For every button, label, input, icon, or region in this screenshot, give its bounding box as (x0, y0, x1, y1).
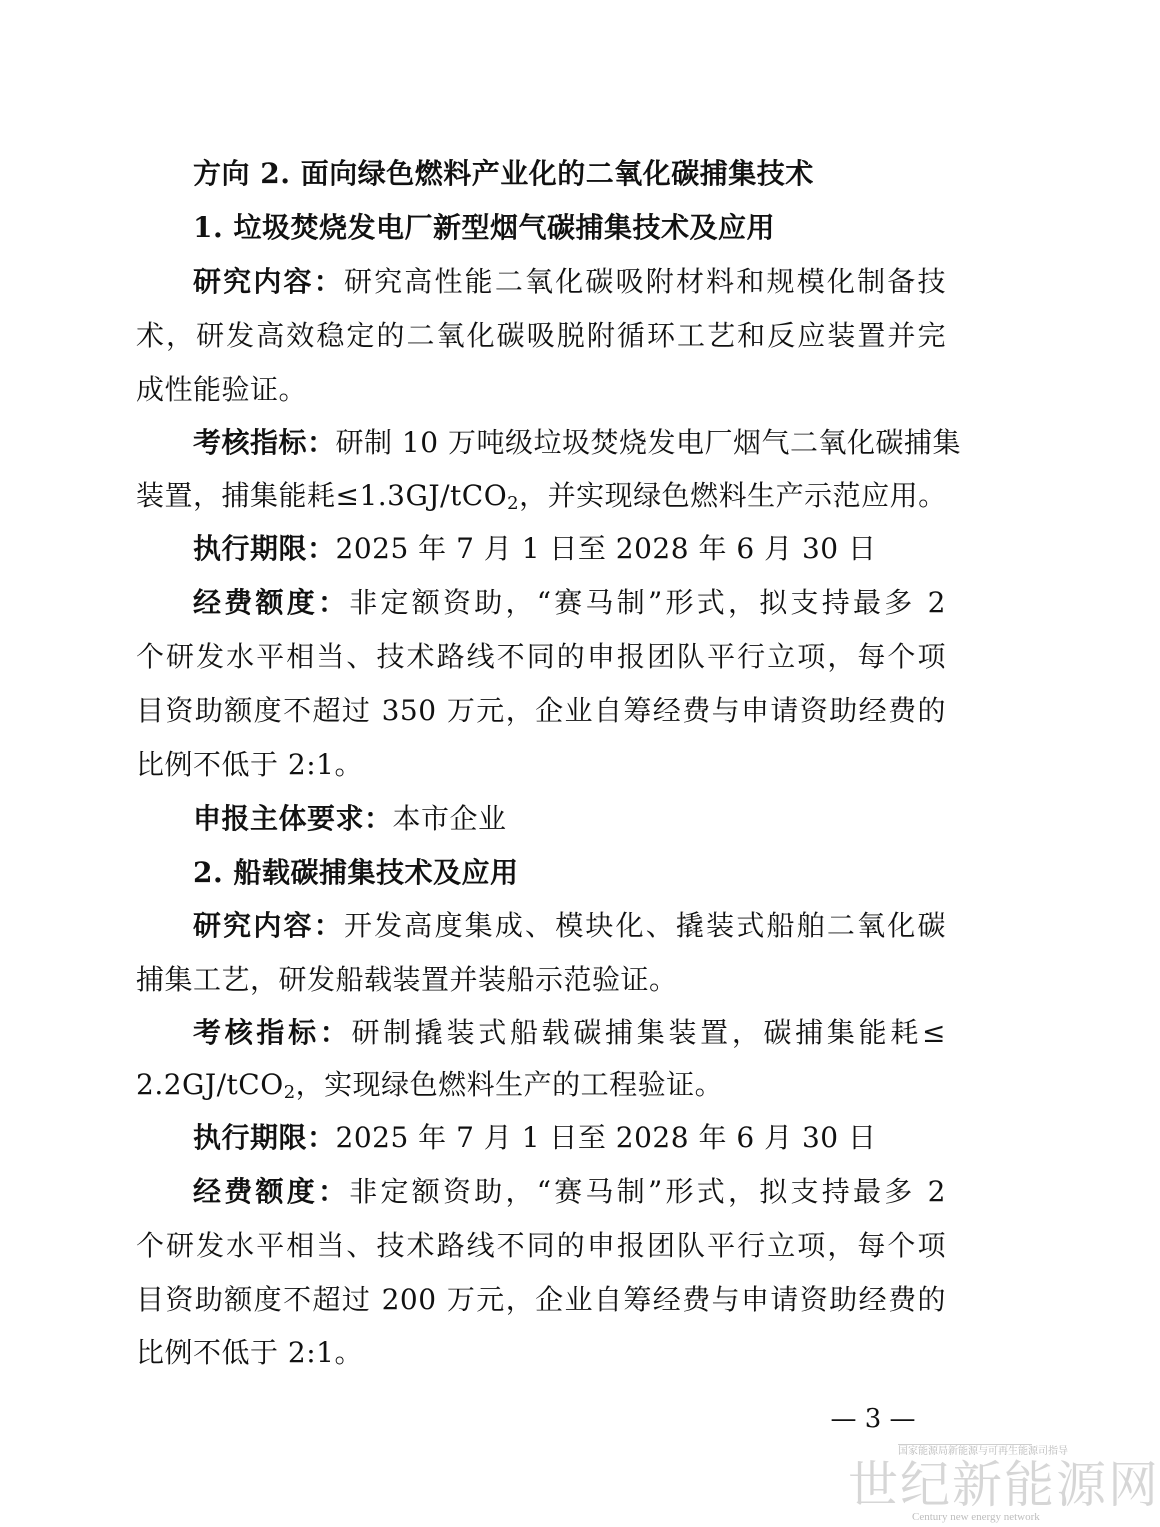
project-2-funding-line-1 (193, 1176, 946, 1208)
section-heading: 方向 2. 面向绿色燃料产业化的二氧化碳捕集技术 (193, 157, 814, 190)
page-number: — 3 — (830, 1404, 916, 1434)
research-label: 研究内容： (193, 265, 344, 298)
period-label: 执行期限： (193, 532, 336, 565)
subscript: 2 (507, 493, 520, 514)
project-2-period (193, 1122, 946, 1154)
project-1-funding-line-3: 目资助额度不超过 350 万元，企业自筹经费与申请资助经费的 (136, 694, 946, 727)
project-2-assessment-line-1 (193, 1017, 946, 1049)
funding-text: 非定额资助，“赛马制”形式，拟支持最多 2 (349, 586, 946, 619)
period-label: 执行期限： (193, 1121, 336, 1154)
watermark-subtitle: 国家能源局新能源与可再生能源司指导 (898, 1446, 1068, 1457)
watermark-logo: 世纪新能源网 (848, 1456, 1160, 1514)
project-1-funding-line-1 (193, 587, 946, 619)
funding-label: 经费额度： (193, 1175, 350, 1208)
project-1-title: 1. 垃圾焚烧发电厂新型烟气碳捕集技术及应用 (193, 211, 775, 244)
research-label: 研究内容： (193, 909, 344, 942)
project-1-research-line-2: 术，研发高效稳定的二氧化碳吸脱附循环工艺和反应装置并完 (136, 319, 946, 352)
research-text: 开发高度集成、模块化、撬装式船舶二氧化碳 (343, 909, 946, 942)
project-1-assessment-line-1 (193, 426, 961, 459)
subscript: 2 (283, 1082, 296, 1103)
project-2-funding-line-2: 个研发水平相当、技术路线不同的申报团队平行立项，每个项 (136, 1229, 946, 1262)
project-1-research-line-1 (193, 266, 946, 298)
watermark-english: Century new energy network (912, 1511, 1040, 1523)
project-2-title: 2. 船载碳捕集技术及应用 (193, 856, 519, 889)
assessment-text: ，并实现绿色燃料生产示范应用。 (519, 479, 947, 512)
watermark-divider (898, 1444, 1032, 1445)
project-1-period (193, 533, 946, 565)
project-2-funding-line-4: 比例不低于 2:1。 (136, 1336, 363, 1369)
project-2-research-line-2: 捕集工艺，研发船载装置并装船示范验证。 (136, 963, 678, 996)
assessment-text: 研制 10 万吨级垃圾焚烧发电厂烟气二氧化碳捕集 (335, 426, 961, 459)
assessment-text: 装置，捕集能耗≤1.3GJ/tCO (136, 479, 508, 512)
project-2-research-line-1 (193, 910, 946, 942)
applicant-label: 申报主体要求： (193, 802, 393, 835)
period-value: 2025 年 7 月 1 日至 2028 年 6 月 30 日 (335, 1121, 877, 1154)
assessment-text: 2.2GJ/tCO (136, 1068, 284, 1101)
project-1-funding-line-4: 比例不低于 2:1。 (136, 748, 363, 781)
period-value: 2025 年 7 月 1 日至 2028 年 6 月 30 日 (335, 532, 877, 565)
research-text: 研究高性能二氧化碳吸附材料和规模化制备技 (343, 265, 946, 298)
project-1-assessment-line-2 (136, 480, 946, 512)
project-1-applicant (193, 803, 946, 835)
applicant-value: 本市企业 (392, 802, 507, 835)
assessment-label: 考核指标： (193, 426, 336, 459)
funding-text: 非定额资助，“赛马制”形式，拟支持最多 2 (349, 1175, 946, 1208)
funding-label: 经费额度： (193, 586, 350, 619)
project-2-assessment-line-2 (136, 1069, 946, 1101)
project-1-research-line-3: 成性能验证。 (136, 373, 308, 406)
project-1-funding-line-2: 个研发水平相当、技术路线不同的申报团队平行立项，每个项 (136, 640, 946, 673)
assessment-label: 考核指标： (193, 1016, 352, 1049)
assessment-text: ，实现绿色燃料生产的工程验证。 (295, 1068, 724, 1101)
project-2-funding-line-3: 目资助额度不超过 200 万元，企业自筹经费与申请资助经费的 (136, 1283, 946, 1316)
assessment-text: 研制撬装式船载碳捕集装置，碳捕集能耗≤ (351, 1016, 946, 1049)
